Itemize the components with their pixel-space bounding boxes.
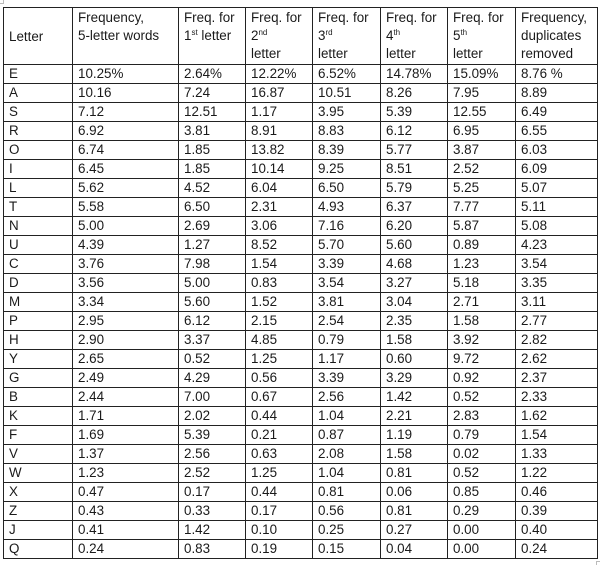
cell-freq-duplicates-removed: 6.49 <box>516 103 598 122</box>
cell-freq-4th-letter: 1.42 <box>381 388 448 407</box>
cell-letter: V <box>4 445 73 464</box>
cell-freq-5-letter-words: 3.56 <box>73 274 179 293</box>
cell-freq-duplicates-removed: 1.54 <box>516 426 598 445</box>
cell-freq-duplicates-removed: 0.24 <box>516 540 598 559</box>
cell-freq-5-letter-words: 5.58 <box>73 198 179 217</box>
header-freq-5th-letter <box>448 8 516 65</box>
cell-freq-1st-letter: 2.56 <box>179 445 246 464</box>
header-ordinal: 3 <box>318 28 326 43</box>
cell-freq-2nd-letter: 2.15 <box>246 312 313 331</box>
cell-freq-5-letter-words: 1.37 <box>73 445 179 464</box>
cell-letter: U <box>4 236 73 255</box>
cell-freq-1st-letter: 1.85 <box>179 141 246 160</box>
cell-freq-5th-letter: 2.83 <box>448 407 516 426</box>
header-ordinal-suffix: nd <box>258 28 268 37</box>
cell-freq-duplicates-removed: 2.33 <box>516 388 598 407</box>
cell-freq-2nd-letter: 0.63 <box>246 445 313 464</box>
cell-freq-5th-letter: 2.71 <box>448 293 516 312</box>
cell-freq-2nd-letter: 6.04 <box>246 179 313 198</box>
cell-freq-5th-letter: 0.00 <box>448 521 516 540</box>
header-text: letter <box>453 46 483 61</box>
cell-freq-2nd-letter: 13.82 <box>246 141 313 160</box>
cell-freq-4th-letter: 0.60 <box>381 350 448 369</box>
table-row <box>4 521 598 540</box>
table-row <box>4 84 598 103</box>
cell-freq-4th-letter: 3.29 <box>381 369 448 388</box>
cell-freq-duplicates-removed: 3.11 <box>516 293 598 312</box>
table-row <box>4 198 598 217</box>
cell-freq-5-letter-words: 6.92 <box>73 122 179 141</box>
cell-freq-3rd-letter: 3.95 <box>313 103 381 122</box>
cell-letter: R <box>4 122 73 141</box>
cell-freq-5th-letter: 5.87 <box>448 217 516 236</box>
cell-freq-5th-letter: 6.95 <box>448 122 516 141</box>
cell-freq-4th-letter: 8.26 <box>381 84 448 103</box>
cell-freq-2nd-letter: 3.06 <box>246 217 313 236</box>
cell-freq-3rd-letter: 2.56 <box>313 388 381 407</box>
header-ordinal: 5 <box>453 28 461 43</box>
cell-freq-4th-letter: 3.04 <box>381 293 448 312</box>
cell-freq-1st-letter: 5.39 <box>179 426 246 445</box>
cell-letter: P <box>4 312 73 331</box>
header-freq-3rd-letter <box>313 8 381 65</box>
header-ordinal: 4 <box>386 28 394 43</box>
cell-freq-5th-letter: 9.72 <box>448 350 516 369</box>
cell-letter: Y <box>4 350 73 369</box>
table-row <box>4 122 598 141</box>
table-row <box>4 502 598 521</box>
cell-freq-duplicates-removed: 5.11 <box>516 198 598 217</box>
header-freq-1st-letter <box>179 8 246 65</box>
cell-freq-duplicates-removed: 3.35 <box>516 274 598 293</box>
cell-freq-duplicates-removed: 0.40 <box>516 521 598 540</box>
cell-freq-3rd-letter: 8.39 <box>313 141 381 160</box>
cell-freq-duplicates-removed: 3.54 <box>516 255 598 274</box>
table-row <box>4 65 598 84</box>
cell-freq-4th-letter: 1.58 <box>381 445 448 464</box>
cell-freq-duplicates-removed: 2.77 <box>516 312 598 331</box>
table-row <box>4 141 598 160</box>
cell-freq-2nd-letter: 1.54 <box>246 255 313 274</box>
page-corner-mark <box>596 561 600 565</box>
cell-freq-1st-letter: 7.00 <box>179 388 246 407</box>
header-ordinal-suffix: st <box>191 28 198 37</box>
cell-letter: G <box>4 369 73 388</box>
cell-freq-3rd-letter: 1.04 <box>313 464 381 483</box>
cell-letter: N <box>4 217 73 236</box>
cell-freq-2nd-letter: 12.22% <box>246 65 313 84</box>
table-row <box>4 540 598 559</box>
table-row <box>4 464 598 483</box>
cell-freq-3rd-letter: 5.70 <box>313 236 381 255</box>
cell-freq-1st-letter: 6.12 <box>179 312 246 331</box>
cell-freq-5th-letter: 12.55 <box>448 103 516 122</box>
cell-freq-5-letter-words: 6.45 <box>73 160 179 179</box>
cell-freq-4th-letter: 4.68 <box>381 255 448 274</box>
header-text: Freq. for <box>386 10 437 25</box>
cell-letter: B <box>4 388 73 407</box>
cell-freq-duplicates-removed: 1.22 <box>516 464 598 483</box>
header-text: removed <box>521 46 574 61</box>
cell-freq-5th-letter: 0.92 <box>448 369 516 388</box>
cell-freq-1st-letter: 1.85 <box>179 160 246 179</box>
cell-freq-5th-letter: 7.77 <box>448 198 516 217</box>
cell-freq-5th-letter: 0.00 <box>448 540 516 559</box>
cell-freq-2nd-letter: 0.10 <box>246 521 313 540</box>
cell-freq-5th-letter: 1.58 <box>448 312 516 331</box>
cell-freq-5th-letter: 0.89 <box>448 236 516 255</box>
cell-letter: K <box>4 407 73 426</box>
header-freq-2nd-letter <box>246 8 313 65</box>
table-row <box>4 483 598 502</box>
header-freq-4th-letter <box>381 8 448 65</box>
table-row <box>4 426 598 445</box>
cell-freq-4th-letter: 1.58 <box>381 331 448 350</box>
cell-freq-2nd-letter: 0.44 <box>246 483 313 502</box>
table-row <box>4 445 598 464</box>
header-text: letter <box>251 46 281 61</box>
table-row <box>4 255 598 274</box>
cell-freq-5-letter-words: 2.44 <box>73 388 179 407</box>
cell-freq-5th-letter: 5.18 <box>448 274 516 293</box>
cell-freq-5th-letter: 0.02 <box>448 445 516 464</box>
cell-freq-3rd-letter: 0.15 <box>313 540 381 559</box>
cell-freq-5th-letter: 5.25 <box>448 179 516 198</box>
cell-letter: Q <box>4 540 73 559</box>
cell-freq-4th-letter: 5.39 <box>381 103 448 122</box>
cell-freq-1st-letter: 2.52 <box>179 464 246 483</box>
cell-freq-1st-letter: 0.52 <box>179 350 246 369</box>
cell-freq-5-letter-words: 2.49 <box>73 369 179 388</box>
header-text: 5-letter words <box>78 28 160 43</box>
cell-letter: C <box>4 255 73 274</box>
cell-freq-5-letter-words: 2.95 <box>73 312 179 331</box>
cell-freq-3rd-letter: 1.17 <box>313 350 381 369</box>
cell-freq-2nd-letter: 1.25 <box>246 350 313 369</box>
header-letter: Letter <box>4 8 73 65</box>
cell-freq-2nd-letter: 4.85 <box>246 331 313 350</box>
cell-freq-3rd-letter: 9.25 <box>313 160 381 179</box>
header-text: Freq. for <box>184 10 235 25</box>
cell-freq-1st-letter: 0.17 <box>179 483 246 502</box>
cell-freq-3rd-letter: 0.56 <box>313 502 381 521</box>
cell-freq-4th-letter: 3.27 <box>381 274 448 293</box>
cell-freq-4th-letter: 6.20 <box>381 217 448 236</box>
cell-freq-5-letter-words: 2.65 <box>73 350 179 369</box>
cell-freq-2nd-letter: 8.52 <box>246 236 313 255</box>
cell-freq-3rd-letter: 3.81 <box>313 293 381 312</box>
cell-letter: W <box>4 464 73 483</box>
cell-freq-4th-letter: 14.78% <box>381 65 448 84</box>
cell-freq-5-letter-words: 3.76 <box>73 255 179 274</box>
cell-freq-4th-letter: 5.60 <box>381 236 448 255</box>
cell-letter: A <box>4 84 73 103</box>
cell-freq-2nd-letter: 0.44 <box>246 407 313 426</box>
cell-freq-3rd-letter: 6.50 <box>313 179 381 198</box>
cell-freq-2nd-letter: 16.87 <box>246 84 313 103</box>
header-text: letter <box>386 46 416 61</box>
cell-freq-5th-letter: 15.09% <box>448 65 516 84</box>
cell-freq-3rd-letter: 4.93 <box>313 198 381 217</box>
cell-freq-5th-letter: 0.52 <box>448 464 516 483</box>
cell-letter: M <box>4 293 73 312</box>
cell-letter: H <box>4 331 73 350</box>
letter-frequency-table <box>3 7 598 559</box>
header-frequency-duplicates-removed <box>516 8 598 65</box>
table-row <box>4 331 598 350</box>
cell-freq-1st-letter: 5.00 <box>179 274 246 293</box>
cell-freq-duplicates-removed: 8.89 <box>516 84 598 103</box>
cell-freq-1st-letter: 0.33 <box>179 502 246 521</box>
header-text: duplicates <box>521 28 582 43</box>
cell-freq-1st-letter: 7.24 <box>179 84 246 103</box>
cell-freq-5-letter-words: 0.24 <box>73 540 179 559</box>
cell-freq-5th-letter: 2.52 <box>448 160 516 179</box>
header-text: Freq. for <box>318 10 369 25</box>
header-ordinal-suffix: th <box>393 28 401 37</box>
cell-freq-2nd-letter: 0.19 <box>246 540 313 559</box>
cell-letter: Z <box>4 502 73 521</box>
table-row <box>4 217 598 236</box>
cell-freq-5-letter-words: 4.39 <box>73 236 179 255</box>
table-row <box>4 179 598 198</box>
cell-freq-3rd-letter: 8.83 <box>313 122 381 141</box>
table-row <box>4 236 598 255</box>
cell-freq-2nd-letter: 8.91 <box>246 122 313 141</box>
cell-freq-duplicates-removed: 2.37 <box>516 369 598 388</box>
cell-letter: T <box>4 198 73 217</box>
cell-freq-1st-letter: 6.50 <box>179 198 246 217</box>
cell-freq-3rd-letter: 0.79 <box>313 331 381 350</box>
cell-letter: J <box>4 521 73 540</box>
header-text: Freq. for <box>453 10 504 25</box>
cell-freq-1st-letter: 2.02 <box>179 407 246 426</box>
cell-freq-4th-letter: 6.37 <box>381 198 448 217</box>
cell-freq-2nd-letter: 1.25 <box>246 464 313 483</box>
table-row <box>4 388 598 407</box>
cell-freq-duplicates-removed: 0.46 <box>516 483 598 502</box>
cell-freq-duplicates-removed: 6.09 <box>516 160 598 179</box>
cell-freq-4th-letter: 0.81 <box>381 502 448 521</box>
cell-freq-3rd-letter: 0.87 <box>313 426 381 445</box>
cell-freq-4th-letter: 0.04 <box>381 540 448 559</box>
cell-freq-3rd-letter: 0.81 <box>313 483 381 502</box>
cell-freq-3rd-letter: 3.39 <box>313 369 381 388</box>
table-row <box>4 312 598 331</box>
cell-letter: S <box>4 103 73 122</box>
cell-freq-4th-letter: 8.51 <box>381 160 448 179</box>
cell-letter: E <box>4 65 73 84</box>
cell-freq-1st-letter: 7.98 <box>179 255 246 274</box>
cell-freq-1st-letter: 5.60 <box>179 293 246 312</box>
cell-freq-5-letter-words: 5.00 <box>73 217 179 236</box>
cell-freq-2nd-letter: 0.17 <box>246 502 313 521</box>
cell-freq-4th-letter: 0.27 <box>381 521 448 540</box>
cell-freq-duplicates-removed: 2.82 <box>516 331 598 350</box>
cell-freq-1st-letter: 4.52 <box>179 179 246 198</box>
cell-freq-5th-letter: 3.92 <box>448 331 516 350</box>
cell-letter: I <box>4 160 73 179</box>
cell-freq-duplicates-removed: 1.62 <box>516 407 598 426</box>
cell-freq-5th-letter: 3.87 <box>448 141 516 160</box>
cell-freq-5-letter-words: 2.90 <box>73 331 179 350</box>
cell-freq-4th-letter: 0.06 <box>381 483 448 502</box>
cell-freq-4th-letter: 5.79 <box>381 179 448 198</box>
cell-letter: L <box>4 179 73 198</box>
cell-freq-5th-letter: 7.95 <box>448 84 516 103</box>
header-text: letter <box>201 28 232 43</box>
cell-freq-2nd-letter: 0.83 <box>246 274 313 293</box>
cell-freq-duplicates-removed: 6.03 <box>516 141 598 160</box>
cell-freq-3rd-letter: 3.39 <box>313 255 381 274</box>
header-row <box>4 8 598 65</box>
cell-freq-3rd-letter: 1.04 <box>313 407 381 426</box>
header-text: Frequency, <box>521 10 587 25</box>
cell-freq-5-letter-words: 7.12 <box>73 103 179 122</box>
cell-freq-5-letter-words: 1.23 <box>73 464 179 483</box>
cell-freq-5th-letter: 0.29 <box>448 502 516 521</box>
cell-freq-5th-letter: 0.85 <box>448 483 516 502</box>
cell-freq-duplicates-removed: 5.07 <box>516 179 598 198</box>
header-text: Frequency, <box>78 10 144 25</box>
cell-freq-1st-letter: 2.69 <box>179 217 246 236</box>
cell-freq-3rd-letter: 3.54 <box>313 274 381 293</box>
cell-freq-5-letter-words: 0.47 <box>73 483 179 502</box>
cell-freq-duplicates-removed: 5.08 <box>516 217 598 236</box>
cell-freq-3rd-letter: 7.16 <box>313 217 381 236</box>
header-ordinal-suffix: rd <box>325 28 333 37</box>
cell-freq-5-letter-words: 10.25% <box>73 65 179 84</box>
cell-freq-1st-letter: 2.64% <box>179 65 246 84</box>
cell-freq-3rd-letter: 6.52% <box>313 65 381 84</box>
cell-freq-3rd-letter: 2.54 <box>313 312 381 331</box>
cell-freq-1st-letter: 3.81 <box>179 122 246 141</box>
cell-freq-1st-letter: 4.29 <box>179 369 246 388</box>
cell-freq-2nd-letter: 1.52 <box>246 293 313 312</box>
cell-freq-5th-letter: 0.52 <box>448 388 516 407</box>
cell-freq-5-letter-words: 3.34 <box>73 293 179 312</box>
cell-freq-5-letter-words: 0.43 <box>73 502 179 521</box>
cell-freq-3rd-letter: 0.25 <box>313 521 381 540</box>
table-row <box>4 103 598 122</box>
cell-freq-2nd-letter: 1.17 <box>246 103 313 122</box>
header-text: Freq. for <box>251 10 302 25</box>
table-row <box>4 407 598 426</box>
cell-letter: O <box>4 141 73 160</box>
cell-freq-1st-letter: 0.83 <box>179 540 246 559</box>
table-row <box>4 293 598 312</box>
table-row <box>4 274 598 293</box>
cell-freq-2nd-letter: 0.67 <box>246 388 313 407</box>
cell-freq-4th-letter: 6.12 <box>381 122 448 141</box>
header-ordinal: 2 <box>251 28 259 43</box>
header-ordinal: 1 <box>184 28 192 43</box>
cell-freq-5-letter-words: 6.74 <box>73 141 179 160</box>
cell-freq-5-letter-words: 1.71 <box>73 407 179 426</box>
cell-letter: X <box>4 483 73 502</box>
cell-freq-4th-letter: 0.81 <box>381 464 448 483</box>
cell-freq-duplicates-removed: 0.39 <box>516 502 598 521</box>
cell-freq-2nd-letter: 0.21 <box>246 426 313 445</box>
cell-freq-5-letter-words: 5.62 <box>73 179 179 198</box>
cell-freq-2nd-letter: 0.56 <box>246 369 313 388</box>
cell-freq-2nd-letter: 10.14 <box>246 160 313 179</box>
page-corner-mark <box>0 0 4 4</box>
cell-freq-1st-letter: 1.42 <box>179 521 246 540</box>
cell-freq-duplicates-removed: 4.23 <box>516 236 598 255</box>
table-row <box>4 160 598 179</box>
cell-freq-5th-letter: 1.23 <box>448 255 516 274</box>
cell-freq-5th-letter: 0.79 <box>448 426 516 445</box>
cell-freq-1st-letter: 1.27 <box>179 236 246 255</box>
header-text: letter <box>318 46 348 61</box>
cell-freq-duplicates-removed: 1.33 <box>516 445 598 464</box>
cell-freq-duplicates-removed: 2.62 <box>516 350 598 369</box>
cell-letter: D <box>4 274 73 293</box>
header-frequency-5-letter-words <box>73 8 179 65</box>
table-row <box>4 350 598 369</box>
cell-freq-duplicates-removed: 6.55 <box>516 122 598 141</box>
cell-freq-4th-letter: 2.35 <box>381 312 448 331</box>
cell-freq-3rd-letter: 10.51 <box>313 84 381 103</box>
cell-freq-4th-letter: 2.21 <box>381 407 448 426</box>
cell-freq-5-letter-words: 0.41 <box>73 521 179 540</box>
cell-freq-4th-letter: 5.77 <box>381 141 448 160</box>
cell-freq-1st-letter: 3.37 <box>179 331 246 350</box>
cell-freq-5-letter-words: 10.16 <box>73 84 179 103</box>
cell-freq-5-letter-words: 1.69 <box>73 426 179 445</box>
cell-freq-1st-letter: 12.51 <box>179 103 246 122</box>
cell-freq-duplicates-removed: 8.76 % <box>516 65 598 84</box>
cell-letter: F <box>4 426 73 445</box>
cell-freq-4th-letter: 1.19 <box>381 426 448 445</box>
cell-freq-2nd-letter: 2.31 <box>246 198 313 217</box>
table-row <box>4 369 598 388</box>
cell-freq-3rd-letter: 2.08 <box>313 445 381 464</box>
table-body <box>4 65 598 559</box>
header-ordinal-suffix: th <box>460 28 468 37</box>
